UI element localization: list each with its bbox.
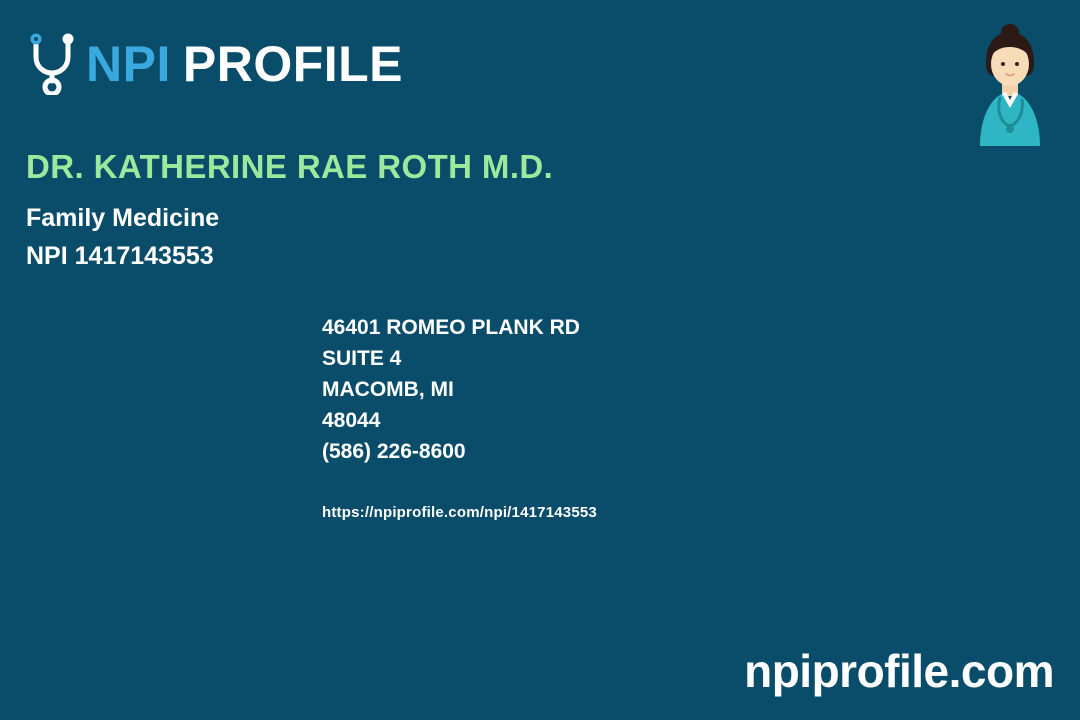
footer-site-label: npiprofile.com [744, 645, 1054, 697]
phone-number: (586) 226-8600 [322, 440, 466, 463]
page-title: DR. KATHERINE RAE ROTH M.D. [26, 148, 554, 185]
specialty-label: Family Medicine [26, 204, 220, 232]
address-line: 46401 ROMEO PLANK RD [322, 316, 580, 339]
brand-title-profile: PROFILE [182, 36, 404, 92]
brand-header [26, 28, 403, 100]
brand-title [86, 36, 404, 92]
stethoscope-icon [26, 33, 80, 95]
address-block [322, 312, 580, 467]
profile-url-link[interactable]: https://npiprofile.com/npi/1417143553 [322, 504, 597, 521]
npi-number-label: NPI 1417143553 [26, 242, 214, 270]
address-line: MACOMB, MI [322, 378, 454, 401]
address-line: SUITE 4 [322, 347, 402, 370]
brand-title-npi: NPI [86, 36, 171, 92]
address-line: 48044 [322, 409, 381, 432]
doctor-avatar-icon [964, 16, 1056, 146]
